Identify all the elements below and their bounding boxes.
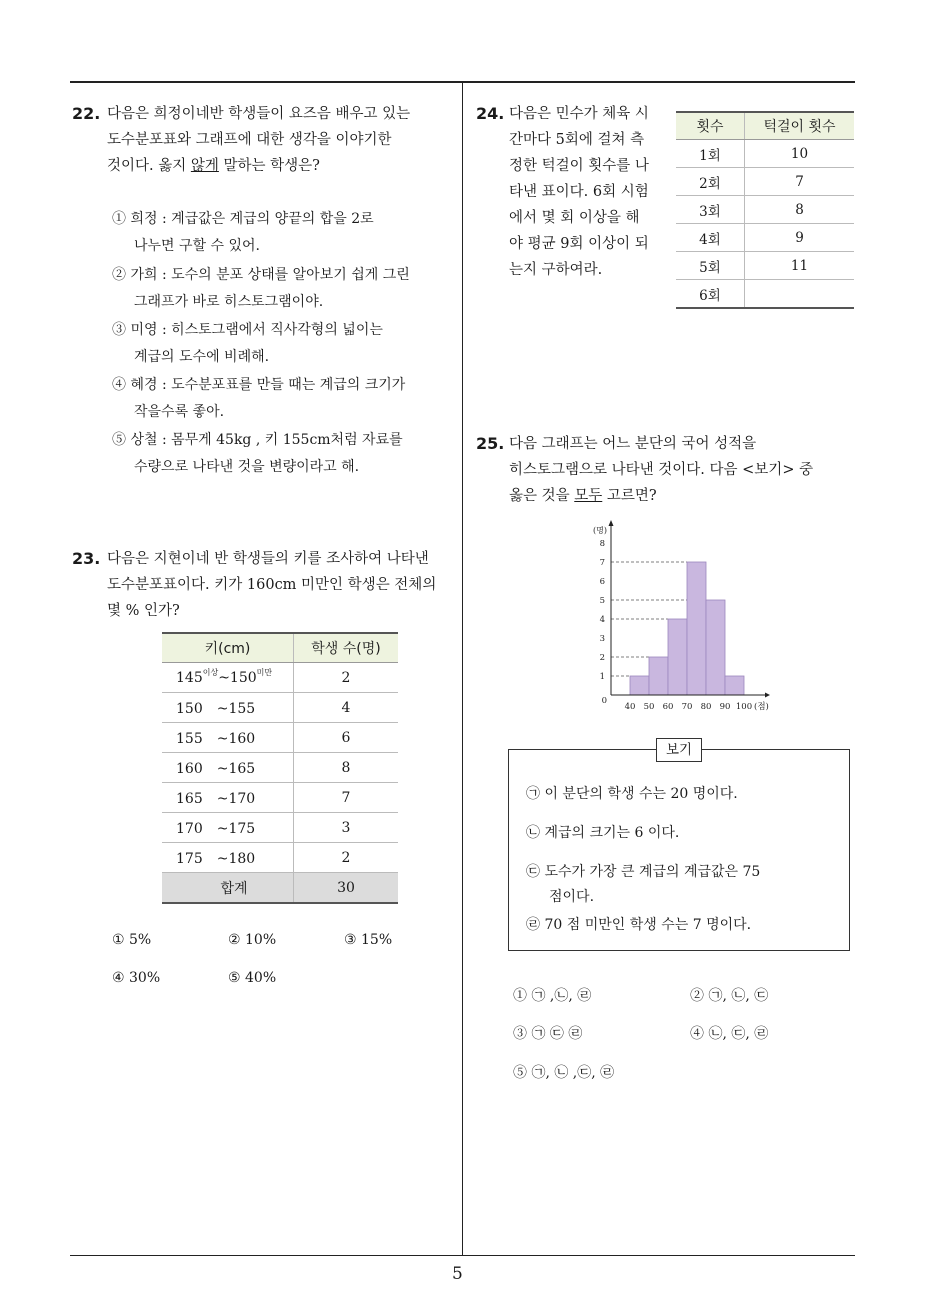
table-cell: 155 ~160: [162, 723, 294, 753]
table-cell: 9: [745, 224, 855, 252]
histogram-bar: [668, 619, 687, 695]
table-row: [162, 693, 398, 723]
pullup-table: [676, 111, 854, 309]
x-axis-arrow: [765, 693, 770, 698]
answer-option-2[interactable]: ② 가희 : 도수의 분포 상태를 알아보기 쉽게 그린: [112, 267, 410, 283]
column-header: 횟수: [676, 112, 745, 140]
table-cell: 7: [745, 168, 855, 196]
answer-option-3[interactable]: ③ 미영 : 히스토그램에서 직사각형의 넓이는: [112, 322, 383, 338]
bogi-item: ㉡ 계급의 크기는 6 이다.: [526, 825, 680, 841]
y-tick-label: 6: [599, 577, 605, 587]
histogram-bar: [725, 676, 744, 695]
question-text: 도수분포표와 그래프에 대한 생각을 이야기한: [107, 132, 392, 148]
histogram-bar: [706, 600, 725, 695]
table-cell: 3회: [676, 196, 745, 224]
column-header: 학생 수(명): [294, 633, 399, 663]
histogram-bar: [630, 676, 649, 695]
page-number: 5: [452, 1264, 463, 1284]
table-row: [676, 140, 854, 168]
answer-option-1[interactable]: ① 5%: [112, 932, 152, 948]
table-row: [676, 196, 854, 224]
question-number: 25.: [476, 434, 505, 453]
table-cell: 6: [294, 723, 399, 753]
table-cell: 170 ~175: [162, 813, 294, 843]
answer-option-3[interactable]: ③ 15%: [344, 932, 393, 948]
x-tick-label: 60: [662, 702, 674, 712]
bogi-item: ㉣ 70 점 미만인 학생 수는 7 명이다.: [526, 917, 752, 933]
y-tick-label: 5: [599, 596, 605, 606]
bogi-title: 보기: [656, 738, 702, 762]
x-tick-label: 100: [735, 702, 753, 712]
answer-option-5-cont: 수량으로 나타낸 것을 변량이라고 해.: [134, 459, 360, 475]
x-axis-label: (점): [754, 702, 769, 712]
table-cell: 10: [745, 140, 855, 168]
table-cell: 합계: [162, 873, 294, 904]
question-text: 에서 몇 회 이상을 해: [509, 210, 640, 226]
question-text: 다음은 희정이네반 학생들이 요즈음 배우고 있는: [107, 106, 411, 122]
x-tick-label: 80: [700, 702, 712, 712]
table-row: [162, 753, 398, 783]
table-cell: 5회: [676, 252, 745, 280]
question-text: 히스토그램으로 나타낸 것이다. 다음 <보기> 중: [509, 462, 814, 478]
table-header-row: [162, 633, 398, 663]
bottom-rule: [70, 1255, 855, 1256]
y-tick-label: 4: [599, 615, 605, 625]
table-cell: $145^{이상}\sim 150^{미만}$: [162, 663, 294, 693]
histogram-bar: [687, 562, 706, 695]
table-row: [162, 663, 398, 693]
answer-option-2[interactable]: ② ㉠, ㉡, ㉢: [690, 988, 769, 1004]
question-number: 23.: [72, 549, 101, 568]
histogram-chart: [585, 518, 785, 718]
table-cell: 165 ~170: [162, 783, 294, 813]
answer-option-4[interactable]: ④ 혜경 : 도수분포표를 만들 때는 계급의 크기가: [112, 377, 406, 393]
table-cell: 2회: [676, 168, 745, 196]
table-cell: 30: [294, 873, 399, 904]
table-cell: 4: [294, 693, 399, 723]
table-header-row: [676, 112, 854, 140]
answer-option-2[interactable]: ② 10%: [228, 932, 277, 948]
y-axis-arrow: [609, 520, 614, 526]
answer-blank-cell[interactable]: [745, 280, 855, 309]
answer-option-3-cont: 계급의 도수에 비례해.: [134, 349, 270, 365]
question-text: 간마다 5회에 걸쳐 측: [509, 132, 645, 148]
answer-option-4-cont: 작을수록 좋아.: [134, 404, 225, 420]
table-total-row: [162, 873, 398, 904]
y-axis-label: (명): [593, 526, 607, 535]
table-cell: 4회: [676, 224, 745, 252]
answer-option-1-cont: 나누면 구할 수 있어.: [134, 238, 260, 254]
column-header: 턱걸이 횟수: [745, 112, 855, 140]
table-cell: 150 ~155: [162, 693, 294, 723]
answer-option-5[interactable]: ⑤ 상철 : 몸무게 45kg , 키 155cm처럼 자료를: [112, 432, 403, 448]
table-cell: 2: [294, 663, 399, 693]
table-cell: 8: [745, 196, 855, 224]
answer-option-4[interactable]: ④ 30%: [112, 970, 161, 986]
bogi-item: ㉠ 이 분단의 학생 수는 20 명이다.: [526, 786, 738, 802]
x-tick-label: 40: [624, 702, 636, 712]
table-row: [162, 813, 398, 843]
table-row: [676, 224, 854, 252]
x-tick-label: 70: [681, 702, 693, 712]
table-row: [676, 252, 854, 280]
table-cell: 1회: [676, 140, 745, 168]
question-text: 옳은 것을 모두 고르면?: [509, 488, 657, 504]
column-header: 키(cm): [162, 633, 294, 663]
y-tick-label: 3: [599, 634, 605, 644]
question-text: 다음은 민수가 체육 시: [509, 106, 649, 122]
column-divider: [462, 83, 463, 1256]
question-text: 야 평균 9회 이상이 되: [509, 236, 649, 252]
emphasis-underline: 모두: [574, 488, 603, 504]
question-text: 몇 % 인가?: [107, 603, 180, 619]
x-tick-label: 50: [643, 702, 655, 712]
y-tick-label: 7: [599, 558, 605, 568]
table-row: [162, 783, 398, 813]
question-text: 타낸 표이다. 6회 시험: [509, 184, 649, 200]
table-cell: 6회: [676, 280, 745, 309]
answer-option-1[interactable]: ① 희정 : 계급값은 계급의 양끝의 합을 2로: [112, 211, 374, 227]
table-row: [676, 280, 854, 309]
y-tick-label: 2: [599, 653, 605, 663]
histogram-bar: [649, 657, 668, 695]
x-tick-label: 90: [719, 702, 731, 712]
table-cell: 8: [294, 753, 399, 783]
answer-option-2-cont: 그래프가 바로 히스토그램이야.: [134, 294, 324, 310]
bogi-item-cont: 점이다.: [549, 889, 595, 905]
table-cell: 2: [294, 843, 399, 873]
answer-option-1[interactable]: ① ㉠ ,㉡, ㉣: [513, 988, 592, 1004]
question-number: 24.: [476, 104, 505, 123]
table-row: [162, 843, 398, 873]
table-cell: 3: [294, 813, 399, 843]
question-text: 도수분포표이다. 키가 160cm 미만인 학생은 전체의: [107, 577, 437, 593]
origin-label: 0: [601, 696, 607, 706]
answer-option-3[interactable]: ③ ㉠ ㉢ ㉣: [513, 1026, 583, 1042]
emphasis-underline: 않게: [190, 158, 219, 174]
answer-option-5[interactable]: ⑤ ㉠, ㉡ ,㉢, ㉣: [513, 1065, 615, 1081]
question-text: 것이다. 옳지 않게 말하는 학생은?: [107, 158, 320, 174]
table-cell: 175 ~180: [162, 843, 294, 873]
y-tick-label: 8: [599, 539, 605, 549]
y-tick-label: 1: [599, 672, 605, 682]
question-text: 정한 턱걸이 횟수를 나: [509, 158, 649, 174]
question-text: 는지 구하여라.: [509, 262, 603, 278]
table-cell: 160 ~165: [162, 753, 294, 783]
table-row: [162, 723, 398, 753]
frequency-table: [162, 632, 398, 904]
table-cell: 11: [745, 252, 855, 280]
bogi-item: ㉢ 도수가 가장 큰 계급의 계급값은 75: [526, 864, 761, 880]
table-cell: 7: [294, 783, 399, 813]
question-number: 22.: [72, 104, 101, 123]
question-text: 다음은 지현이네 반 학생들의 키를 조사하여 나타낸: [107, 551, 429, 567]
answer-option-5[interactable]: ⑤ 40%: [228, 970, 277, 986]
answer-option-4[interactable]: ④ ㉡, ㉢, ㉣: [690, 1026, 769, 1042]
table-row: [676, 168, 854, 196]
question-text: 다음 그래프는 어느 분단의 국어 성적을: [509, 436, 757, 452]
